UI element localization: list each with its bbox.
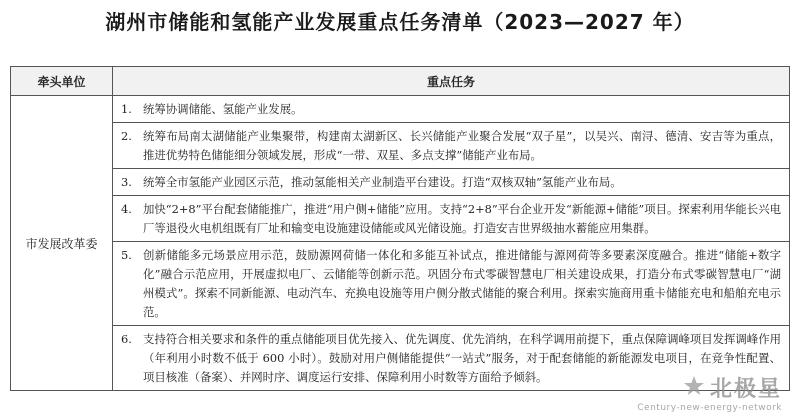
header-tasks: 重点任务: [113, 67, 790, 96]
task-text: 统筹布局南太湖储能产业集聚带，构建南太湖新区、长兴储能产业聚合发展“双子星”，以吴兴、南浔、德清、安吉等为重点，推进优势特色储能细分领域发展，形成“一带、双星、多点支撑”储能产业布局。: [143, 129, 781, 162]
table-row: [11, 326, 790, 391]
watermark-url: Century-new-energy-network: [637, 403, 782, 413]
document-title: 湖州市储能和氢能产业发展重点任务清单（2023—2027 年）: [105, 10, 695, 34]
table-header-row: [11, 67, 790, 96]
task-number: 3.: [121, 175, 132, 189]
table-row: [11, 242, 790, 326]
table-row: [11, 169, 790, 196]
task-number: 4.: [121, 202, 132, 216]
task-number: 5.: [121, 248, 132, 262]
task-text: 统筹协调储能、氢能产业发展。: [143, 102, 303, 116]
table-row: [11, 123, 790, 169]
task-number: 6.: [121, 332, 132, 346]
watermark-brand: 北极星: [709, 377, 782, 402]
task-cell: [113, 123, 790, 169]
lead-unit-cell: 市发展改革委: [11, 96, 113, 391]
task-cell: [113, 169, 790, 196]
task-text: 统筹全市氢能产业园区示范，推动氢能相关产业制造平台建设。打造“双核双轴”氢能产业布局。: [143, 175, 622, 189]
task-text: 创新储能多元场景应用示范，鼓励源网荷储一体化和多能互补试点，推进储能与源网荷等多要素深度融合。推进“储能+数字化”融合示范应用，开展虚拟电厂、云储能等创新示范。巩固分布式零碳智慧电厂相关建设成果，打造分布式零碳智慧电厂“湖州模式”。探索不同新能源、电动汽车、充换电设施等用户侧分散式储能的聚合利用。探索实施商用重卡储能充电和船舶充电示范。: [143, 248, 781, 319]
task-text: 加快“2+8”平台配套储能推广，推进“用户侧+储能”应用。支持“2+8”平台企业开发“新能源+储能”项目。探索利用华能长兴电厂等退役火电机组既有厂址和输变电设施建设储能或风光储设施。打造安吉世界级抽水蓄能应用集群。: [143, 202, 781, 235]
task-cell: [113, 196, 790, 242]
task-table: [10, 66, 790, 391]
task-cell: [113, 242, 790, 326]
task-cell: [113, 326, 790, 391]
task-number: 1.: [121, 102, 132, 116]
task-cell: [113, 96, 790, 123]
task-number: 2.: [121, 129, 132, 143]
task-text: 支持符合相关要求和条件的重点储能项目优先接入、优先调度、优先消纳，在科学调用前提下，重点保障调峰项目发挥调峰作用（年利用小时数不低于 600 小时）。鼓励对用户侧储能提供“一站式”服务，对于配套储能的新能源发电项目，在竞争性配置、项目核准（备案）、并网时序、调度运行安排、保障利用小时数等方面给予倾斜。: [143, 332, 781, 384]
table-row: [11, 96, 790, 123]
header-lead-unit: 牵头单位: [11, 67, 113, 96]
table-row: [11, 196, 790, 242]
